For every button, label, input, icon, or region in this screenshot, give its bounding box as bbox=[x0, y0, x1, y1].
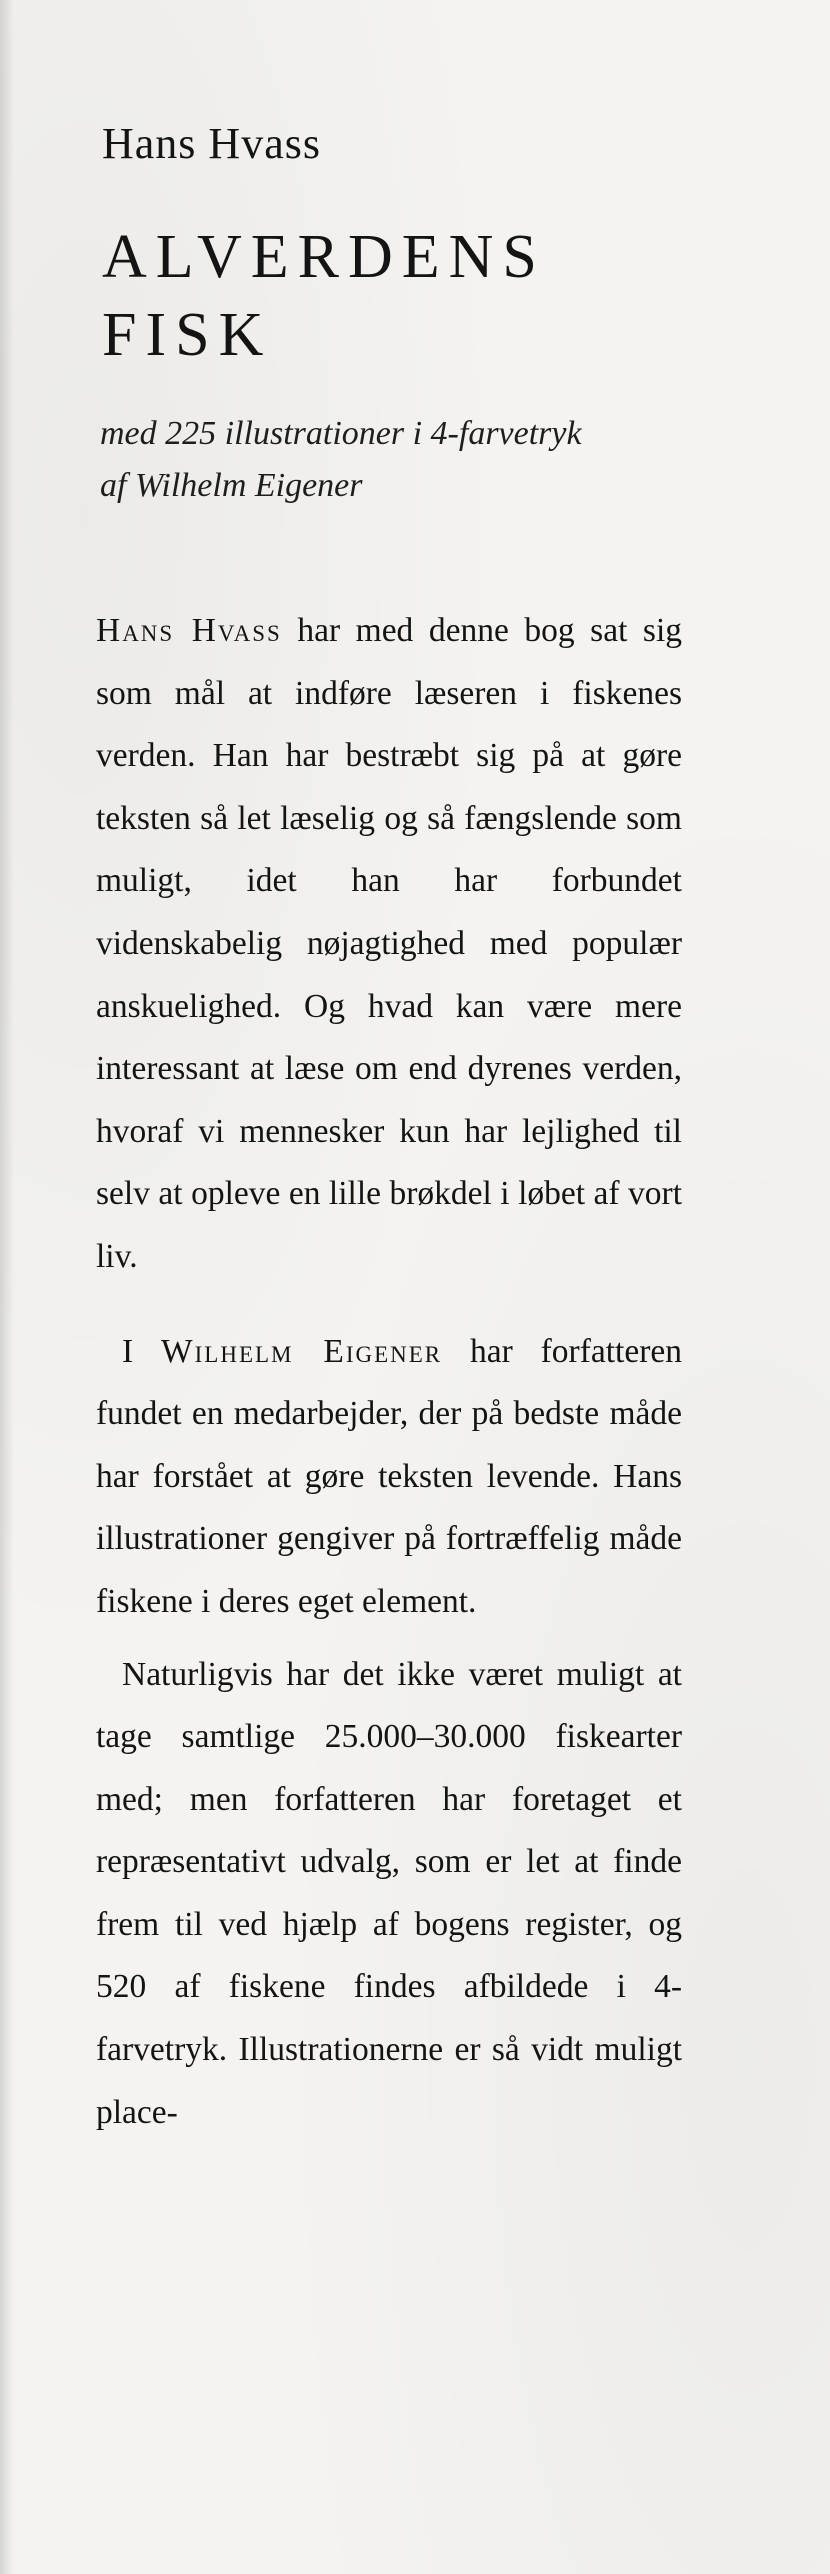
page-edge-shadow bbox=[0, 0, 14, 2574]
blurb-text bbox=[96, 600, 682, 2144]
book-title bbox=[102, 218, 546, 374]
subtitle-line-1: med 225 illustrationer i 4-farvetryk bbox=[100, 415, 582, 452]
illustrator-small-caps: Wilhelm Eigener bbox=[161, 1332, 443, 1370]
paragraph-2 bbox=[96, 1321, 682, 1634]
paragraph-2-text: har forfatteren fundet en medarbejder, der på bedste måde har forstået at gøre teksten levende. Hans illustrationer gengiver på fortræffelig måde fiskene i deres eget element. bbox=[96, 1332, 682, 1620]
book-subtitle bbox=[100, 408, 582, 512]
paragraph-2-lead: I bbox=[122, 1332, 162, 1370]
subtitle-line-2: af Wilhelm Eigener bbox=[100, 467, 363, 504]
paragraph-1 bbox=[96, 600, 682, 1289]
paragraph-3-text: Naturligvis har det ikke været muligt at tage samtlige 25.000–30.000 fiskearter med; men forfatteren har foretaget et repræsentativt udvalg, som er let at finde frem til ved hjælp af bogens register, og 520 af fiskene findes afbildede i 4-farvetryk. Illustrationerne er så vidt muligt place- bbox=[96, 1655, 682, 2131]
author-name: Hans Hvass bbox=[102, 119, 321, 168]
paragraph-3 bbox=[96, 1644, 682, 2145]
book-title-line-2: FISK bbox=[102, 301, 273, 369]
book-title-line-1: ALVERDENS bbox=[102, 223, 546, 291]
paragraph-1-text: har med denne bog sat sig som mål at indføre læseren i fiskenes verden. Han har bestræbt sig på at gøre teksten så let læselig og så fængslende som muligt, idet han har forbundet videnskabelig nøjagtighed med populær anskuelighed. Og hvad kan være mere interessant at læse om end dyrenes verden, hvoraf vi mennesker kun har lejlighed til selv at opleve en lille brøkdel i løbet af vort liv. bbox=[96, 612, 683, 1275]
author-small-caps: Hans Hvass bbox=[96, 612, 282, 649]
